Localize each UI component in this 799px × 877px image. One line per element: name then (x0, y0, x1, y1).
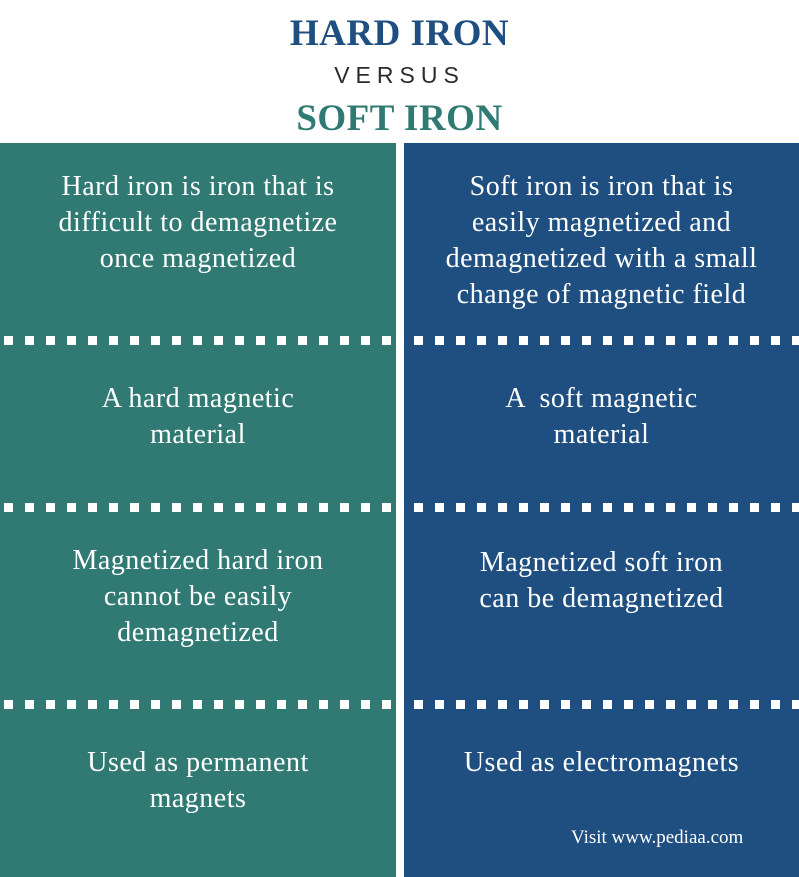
hard-iron-definition-line: once magnetized (99, 243, 297, 274)
title-versus: VERSUS (334, 62, 465, 88)
header (0, 0, 799, 143)
soft-iron-column (404, 143, 799, 877)
hard-iron-demagnetization-line: cannot be easily (103, 581, 293, 612)
hard-iron-uses-line: magnets (149, 783, 247, 814)
hard-iron-material-line: A hard magnetic (101, 383, 295, 414)
hard-iron-uses (0, 745, 396, 817)
soft-iron-definition-line: change of magnetic field (456, 279, 747, 310)
soft-iron-definition (404, 169, 799, 313)
soft-iron-definition-line: easily magnetized and (471, 207, 732, 238)
soft-iron-demagnetization-line: can be demagnetized (479, 583, 724, 614)
soft-iron-demagnetization (404, 545, 799, 617)
soft-iron-definition-line: Soft iron is iron that is (469, 171, 734, 202)
soft-iron-uses-line: Used as electromagnets (463, 747, 740, 778)
soft-iron-definition-line: demagnetized with a small (445, 243, 758, 274)
soft-iron-material-line: material (553, 419, 650, 450)
row-divider (414, 503, 799, 512)
hard-iron-definition-line: difficult to demagnetize (58, 207, 338, 238)
row-divider (4, 700, 396, 709)
hard-iron-demagnetization (0, 543, 396, 651)
hard-iron-material (0, 381, 396, 453)
hard-iron-column (0, 143, 396, 877)
title-soft-iron: SOFT IRON (296, 98, 503, 139)
hard-iron-material-line: material (150, 419, 246, 450)
source-credit: Visit www.pediaa.com (571, 827, 744, 848)
soft-iron-material-line: A soft magnetic (505, 383, 698, 414)
hard-iron-uses-line: Used as permanent (87, 747, 309, 778)
soft-iron-material (404, 381, 799, 453)
hard-iron-definition (0, 169, 396, 277)
title-hard-iron: HARD IRON (289, 13, 510, 54)
hard-iron-demagnetization-line: Magnetized hard iron (72, 545, 324, 576)
row-divider (414, 700, 799, 709)
hard-iron-demagnetization-line: demagnetized (117, 617, 279, 648)
row-divider (4, 336, 396, 345)
row-divider (4, 503, 396, 512)
row-divider (414, 336, 799, 345)
soft-iron-uses (404, 745, 799, 781)
soft-iron-demagnetization-line: Magnetized soft iron (479, 547, 724, 578)
hard-iron-definition-line: Hard iron is iron that is (61, 171, 335, 202)
